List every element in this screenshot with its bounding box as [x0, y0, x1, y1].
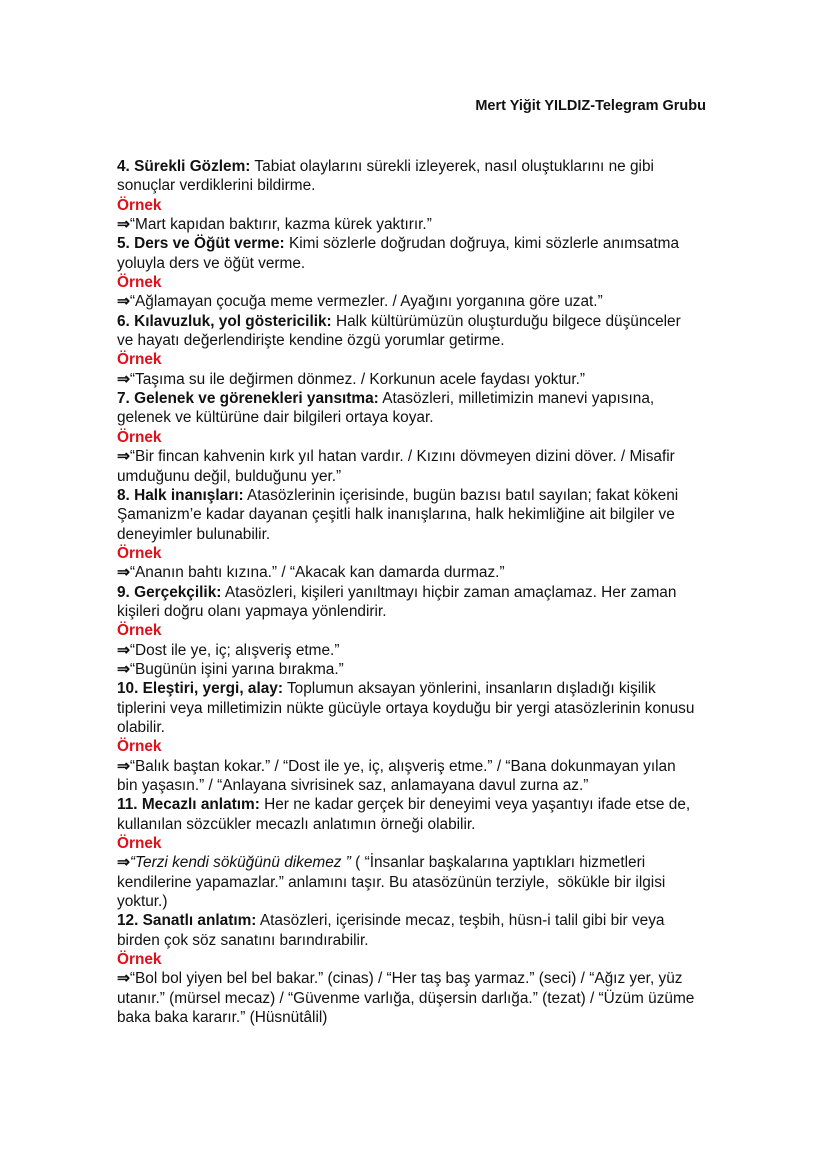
text-line: [117, 234, 737, 253]
text-line: [117, 273, 737, 292]
text-line: [117, 370, 737, 389]
text-line: [117, 331, 737, 350]
body-text: “Balık baştan kokar.” / “Dost ile ye, iç, alışveriş etme.” / “Bana dokunmayan yılan: [129, 757, 676, 775]
text-line: [117, 950, 737, 969]
body-text: Atasözleri, kişileri yanıltmayı hiçbir zaman amaçlamaz. Her zaman: [221, 583, 677, 601]
example-label: Örnek: [117, 738, 162, 756]
arrow-right-icon: ⇒: [117, 564, 130, 582]
body-text: yoktur.): [117, 893, 168, 911]
arrow-right-icon: ⇒: [117, 854, 130, 872]
body-text: “Ağlamayan çocuğa meme vermezler. / Ayağını yorganına göre uzat.”: [129, 293, 603, 311]
arrow-right-icon: ⇒: [117, 448, 130, 466]
section-heading: 8. Halk inanışları:: [117, 486, 244, 504]
body-text: “Taşıma su ile değirmen dönmez. / Korkunun acele faydası yoktur.”: [129, 370, 586, 388]
example-label: Örnek: [117, 196, 162, 214]
section-heading: 11. Mecazlı anlatım:: [117, 796, 260, 814]
body-text: Atasözleri, milletimizin manevi yapısına,: [378, 390, 655, 408]
text-line: [117, 292, 737, 311]
text-line: [117, 312, 737, 331]
text-line: [117, 679, 737, 698]
body-text: “Ananın bahtı kızına.” / “Akacak kan damarda durmaz.”: [129, 564, 505, 582]
example-label: Örnek: [117, 835, 162, 853]
text-line: [117, 467, 737, 486]
body-text: “Mart kapıdan baktırır, kazma kürek yaktırır.”: [129, 216, 432, 234]
arrow-right-icon: ⇒: [117, 970, 130, 988]
body-text: olabilir.: [117, 718, 165, 736]
body-text: kişileri doğru olanı yapmaya yönlendirir.: [117, 602, 387, 620]
body-text: “Bir fincan kahvenin kırk yıl hatan vardır. / Kızını dövmeyen dizini döver. / Misafir: [129, 448, 675, 466]
text-line: [117, 853, 737, 872]
body-text: ( “İnsanlar başkalarına yaptıkları hizmetleri: [350, 854, 646, 872]
text-line: [117, 815, 737, 834]
text-line: [117, 408, 737, 427]
text-line: [117, 718, 737, 737]
body-text: yoluyla ders ve öğüt verme.: [117, 254, 306, 272]
body-text: bin yaşasın.” / “Anlayana sivrisinek saz, anlamayana davul zurna az.”: [117, 777, 589, 794]
body-text: Şamanizm’e kadar dayanan çeşitli halk inanışlarına, halk hekimliğine ait bilgiler ve: [117, 506, 675, 524]
text-line: [117, 486, 737, 505]
body-text: tiplerini veya milletimizin nükte gücüyle ortaya koyduğu bir yergi atasözlerinin konusu: [117, 699, 695, 717]
body-text: sonuçlar verdiklerini bildirme.: [117, 177, 316, 195]
arrow-right-icon: ⇒: [117, 660, 130, 678]
text-line: [117, 196, 737, 215]
body-text: ve hayatı değerlendirişte kendine özgü yorumlar getirme.: [117, 332, 505, 350]
text-line: [117, 873, 737, 892]
text-line: [117, 776, 737, 795]
arrow-right-icon: ⇒: [117, 293, 130, 311]
text-line: [117, 215, 737, 234]
text-line: [117, 176, 737, 195]
body-text: Her ne kadar gerçek bir deneyimi veya yaşantıyı ifade etse de,: [259, 796, 691, 814]
section-heading: 5. Ders ve Öğüt verme:: [117, 235, 285, 253]
arrow-right-icon: ⇒: [117, 757, 130, 775]
example-label: Örnek: [117, 428, 162, 446]
text-line: [117, 254, 737, 273]
text-line: [117, 892, 737, 911]
text-line: [117, 641, 737, 660]
body-text: “Bol bol yiyen bel bel bakar.” (cinas) / “Her taş baş yarmaz.” (seci) / “Ağız yer, yüz: [129, 970, 683, 988]
body-text: kendilerine yapamazlar.” anlamını taşır. Bu atasözünün terziyle, sökükle bir ilgisi: [117, 873, 666, 891]
text-line: [117, 602, 737, 621]
text-line: [117, 757, 737, 776]
body-text: Halk kültürümüzün oluşturduğu bilgece düşünceler: [331, 312, 681, 330]
section-heading: 12. Sanatlı anlatım:: [117, 912, 257, 930]
text-line: [117, 428, 737, 447]
example-label: Örnek: [117, 544, 162, 562]
example-label: Örnek: [117, 622, 162, 640]
body-text: gelenek ve kültürüne dair bilgileri ortaya koyar.: [117, 409, 434, 427]
text-line: [117, 795, 737, 814]
text-line: [117, 544, 737, 563]
document-header: Mert Yiğit YILDIZ-Telegram Grubu: [475, 98, 706, 114]
text-line: [117, 447, 737, 466]
text-line: [117, 660, 737, 679]
text-line: [117, 969, 737, 988]
text-line: [117, 737, 737, 756]
arrow-right-icon: ⇒: [117, 216, 130, 234]
body-text: Atasözleri, içerisinde mecaz, teşbih, hüsn-i talil gibi bir veya: [256, 912, 665, 930]
body-text: kullanılan sözcükler mecazlı anlatımın örneği olabilir.: [117, 815, 476, 833]
section-heading: 7. Gelenek ve görenekleri yansıtma:: [117, 390, 379, 408]
text-line: [117, 525, 737, 544]
text-line: [117, 621, 737, 640]
body-text: umduğunu değil, bulduğunu yer.”: [117, 467, 342, 485]
text-line: [117, 505, 737, 524]
body-text: Atasözlerinin içerisinde, bugün bazısı batıl sayılan; fakat kökeni: [243, 486, 679, 504]
text-line: [117, 699, 737, 718]
text-line: [117, 563, 737, 582]
body-text: Kimi sözlerle doğrudan doğruya, kimi sözlerle anımsatma: [284, 235, 680, 253]
proverb-italic: “Terzi kendi söküğünü dikemez ”: [129, 854, 351, 872]
example-label: Örnek: [117, 274, 162, 292]
text-line: [117, 834, 737, 853]
text-line: [117, 583, 737, 602]
text-line: [117, 157, 737, 176]
text-line: [117, 389, 737, 408]
body-text: “Dost ile ye, iç; alışveriş etme.”: [129, 641, 340, 659]
example-label: Örnek: [117, 951, 162, 969]
example-label: Örnek: [117, 351, 162, 369]
section-heading: 10. Eleştiri, yergi, alay:: [117, 680, 283, 698]
body-text: Tabiat olaylarını sürekli izleyerek, nasıl oluştuklarını ne gibi: [250, 158, 654, 175]
section-heading: 9. Gerçekçilik:: [117, 583, 222, 601]
body-text: utanır.” (mürsel mecaz) / “Güvenme varlığa, düşersin darlığa.” (tezat) / “Üzüm üzüme: [117, 989, 695, 1007]
arrow-right-icon: ⇒: [117, 641, 130, 659]
text-line: [117, 350, 737, 369]
text-line: [117, 989, 737, 1008]
text-line: [117, 911, 737, 930]
body-text: baka baka kararır.” (Hüsnütâlil): [117, 1009, 328, 1027]
body-text: deneyimler bulunabilir.: [117, 525, 271, 543]
body-text: “Bugünün işini yarına bırakma.”: [129, 660, 344, 678]
text-line: [117, 1008, 737, 1027]
body-text: birden çok söz sanatını barındırabilir.: [117, 931, 369, 949]
body-text: Toplumun aksayan yönlerini, insanların dışladığı kişilik: [282, 680, 656, 698]
text-line: [117, 931, 737, 950]
document-body: [117, 157, 737, 1027]
section-heading: 4. Sürekli Gözlem:: [117, 158, 251, 175]
arrow-right-icon: ⇒: [117, 370, 130, 388]
section-heading: 6. Kılavuzluk, yol göstericilik:: [117, 312, 332, 330]
